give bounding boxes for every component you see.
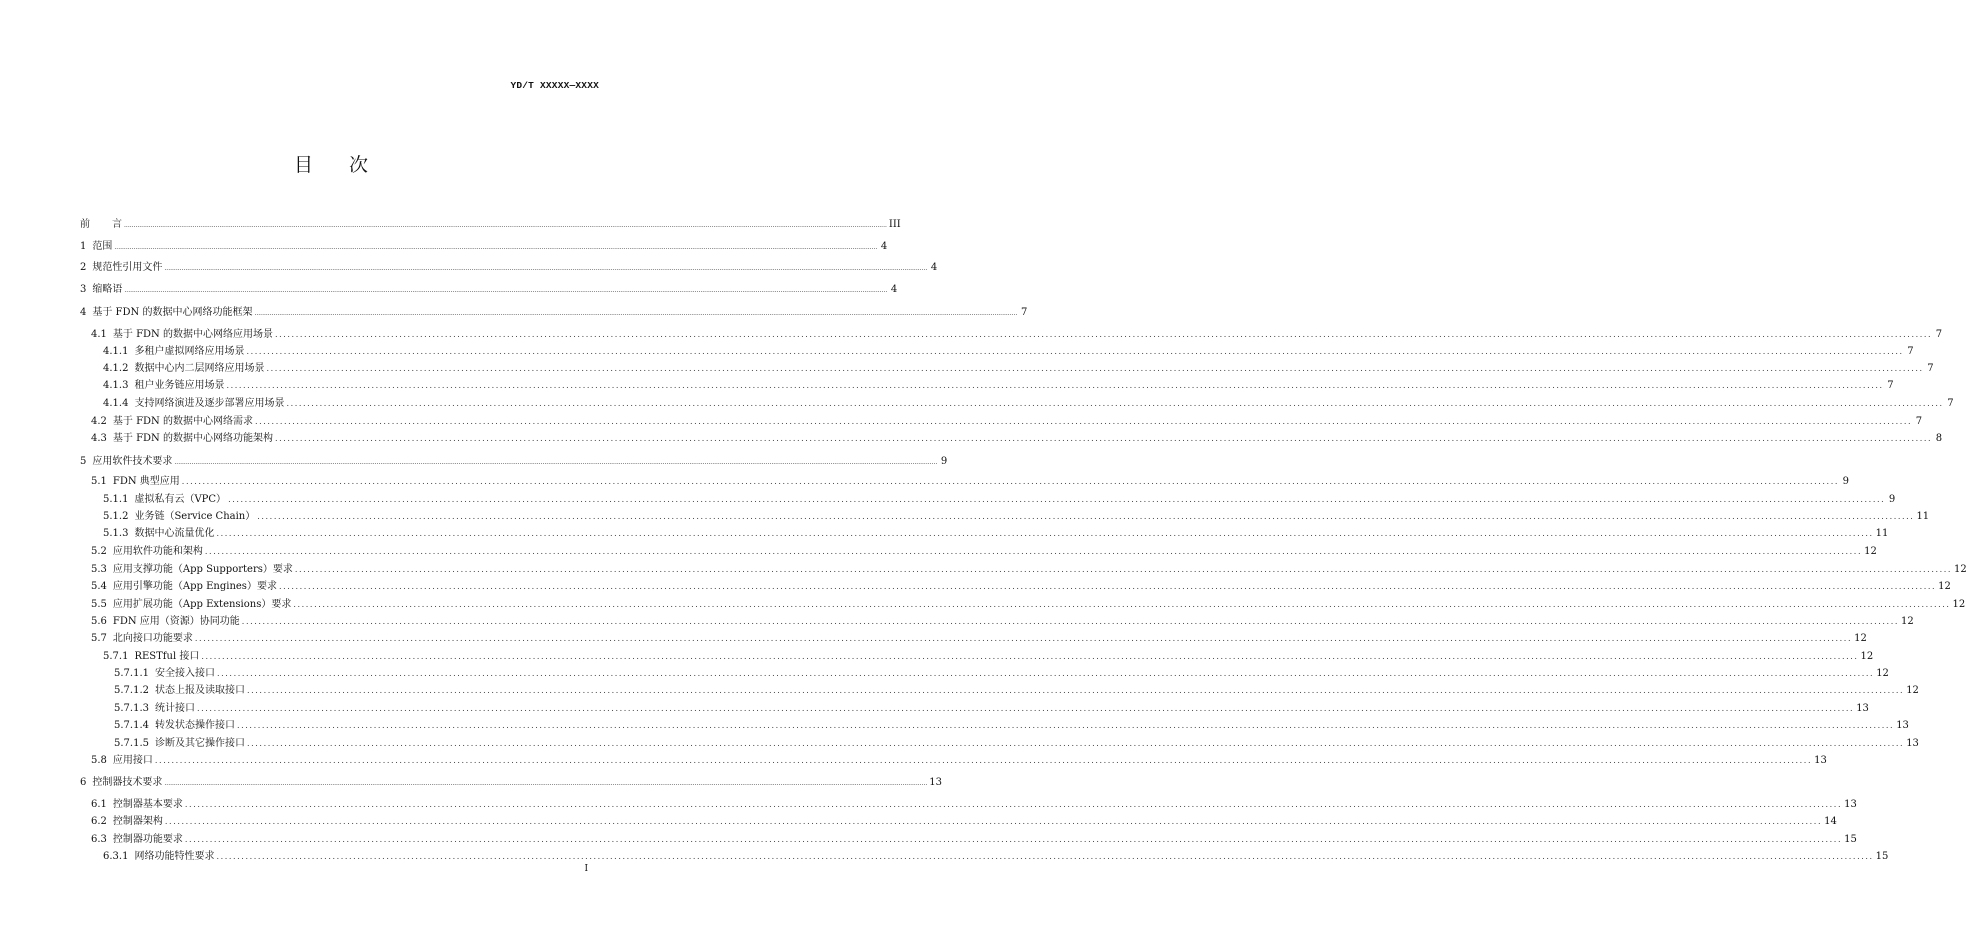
toc-entry[interactable] <box>80 612 1914 627</box>
toc-entry-page: 12 <box>1906 685 1919 696</box>
toc-entry-label: 租户业务链应用场景 <box>134 380 225 391</box>
toc-entry-title <box>91 429 273 444</box>
toc-entry-title <box>91 751 153 766</box>
toc-entry-label: 虚拟私有云（VPC） <box>134 494 227 505</box>
toc-entry-number: 6.3 <box>91 834 107 845</box>
toc-entry-label: 北向接口功能要求 <box>112 633 193 644</box>
toc-entry-number: 3 <box>80 284 87 295</box>
title-char-1: 目 <box>293 154 313 176</box>
toc-leader-dots: ................................................................................................................................................................................................................................................................................................................................................................................................................ <box>216 852 1874 861</box>
toc-leader-dots: ................................................................................................................................................................................................................................................................................................................................................................................................................ <box>237 721 1895 730</box>
toc-entry-number: 5.7.1 <box>103 651 129 662</box>
toc-entry[interactable] <box>80 325 1943 340</box>
toc-entry[interactable] <box>80 359 1934 374</box>
toc-entry[interactable] <box>80 773 942 788</box>
toc-entry-page: 13 <box>1896 720 1909 731</box>
toc-leader-dots: ................................................................................................................................................................................................................................................................................................................................................................................................................ <box>164 817 1823 826</box>
toc-leader-dots: ................................................................................................................................................................................................................................................................................................................................................................................................................ <box>247 686 1905 695</box>
toc-entry-number: 4.1 <box>91 329 107 340</box>
toc-entry[interactable] <box>80 342 1914 357</box>
toc-entry-page: 7 <box>1887 380 1894 391</box>
toc-entry[interactable] <box>80 716 1909 731</box>
toc-entry[interactable] <box>80 795 1857 810</box>
toc-entry-label: 安全接入接口 <box>155 668 215 679</box>
toc-entry-title <box>91 595 291 610</box>
toc-entry-title <box>91 560 293 575</box>
toc-leader-dots: ................................................................................................................................................................................................................................................................................................................................................................................................................ <box>241 617 1899 626</box>
toc-entry-label: 范围 <box>92 241 113 252</box>
toc-entry-label: 基于 FDN 的数据中心网络功能架构 <box>112 433 273 444</box>
toc-entry-page: 15 <box>1844 834 1857 845</box>
toc-leader-dots: ................................................................................................................................................................................................................................................................................................................................................................................................................ <box>294 565 1953 574</box>
toc-entry[interactable] <box>80 577 1951 592</box>
toc-entry-label: 应用支撑功能（App Supporters）要求 <box>112 564 293 575</box>
toc-entry-number: 2 <box>80 262 87 273</box>
toc-leader-dots: ................................................................................................................................................................................................................................................................................................................................................................................................................ <box>293 600 1951 609</box>
toc-leader-dots: ................................................................................................................................................................................................................................................................................................................................................................................................................ <box>194 634 1853 643</box>
toc-entry-page: III <box>888 219 901 230</box>
toc-entry-label: 支持网络演进及逐步部署应用场景 <box>134 398 285 409</box>
toc-entry-page: 8 <box>1935 433 1943 444</box>
toc-entry-number-2: 言 <box>112 219 122 230</box>
toc-entry[interactable] <box>80 394 1954 409</box>
title-char-2: 次 <box>349 154 369 176</box>
toc-leader-dots: ................................................................................................................................................................................................................................................................................................................................................................................................................ <box>204 547 1863 556</box>
toc-leader-dots: ................................................................................................................................................................................................................................................................................................................................................................................................................ <box>274 330 1933 339</box>
toc-entry[interactable] <box>80 664 1889 679</box>
toc-entry-number: 5.1.2 <box>103 511 129 522</box>
toc-entry-page: 14 <box>1824 816 1837 827</box>
toc-entry[interactable] <box>80 812 1837 827</box>
toc-entry-label: 数据中心流量优化 <box>134 528 215 539</box>
toc-entry-title <box>103 507 255 522</box>
toc-leader-dots: ................................................................................................................................................................................................................................................................................................................................................................................................................ <box>217 669 1875 678</box>
toc-entry-number: 5.4 <box>91 581 107 592</box>
toc-leader-dots: ................................................................................................................................................................................................................................................................................................................................................................................................................ <box>174 459 938 466</box>
toc-entry-title <box>114 664 215 679</box>
toc-entry-page: 4 <box>890 284 898 295</box>
toc-entry[interactable] <box>80 751 1827 766</box>
toc-leader-dots: ................................................................................................................................................................................................................................................................................................................................................................................................................ <box>247 739 1905 748</box>
toc-leader-dots: ................................................................................................................................................................................................................................................................................................................................................................................................................ <box>228 495 1886 504</box>
toc-entry-page: 13 <box>1814 755 1827 766</box>
toc-entry-label: 业务链（Service Chain） <box>134 511 256 522</box>
toc-entry-title <box>80 258 162 273</box>
toc-entry-number: 4.1.2 <box>103 363 129 374</box>
toc-entry-label: 控制器架构 <box>112 816 163 827</box>
toc-entry-title <box>91 830 183 845</box>
toc-entry-title <box>114 681 245 696</box>
toc-entry-page: 7 <box>1907 346 1914 357</box>
toc-entry-page: 12 <box>1876 668 1889 679</box>
toc-entry-number: 4.2 <box>91 416 107 427</box>
toc-leader-dots: ................................................................................................................................................................................................................................................................................................................................................................................................................ <box>226 381 1884 390</box>
toc-entry[interactable] <box>80 412 1923 427</box>
toc-entry-number: 前 <box>80 219 90 230</box>
toc-entry-title <box>80 237 112 252</box>
toc-entry-label: 数据中心内二层网络应用场景 <box>134 363 265 374</box>
toc-entry-page: 13 <box>1844 799 1857 810</box>
toc-entry-number: 5.5 <box>91 599 107 610</box>
toc-entry[interactable] <box>80 542 1877 557</box>
toc-leader-dots: ................................................................................................................................................................................................................................................................................................................................................................................................................ <box>286 399 1944 408</box>
toc-entry-number: 5.7.1.4 <box>114 720 149 731</box>
toc-leader-dots: ................................................................................................................................................................................................................................................................................................................................................................................................................ <box>164 780 928 787</box>
toc-entry[interactable] <box>80 303 1028 318</box>
toc-leader-dots: ................................................................................................................................................................................................................................................................................................................................................................................................................ <box>201 652 1859 661</box>
toc-entry-title <box>91 629 193 644</box>
toc-entry-title <box>80 303 252 318</box>
toc-entry-label: 状态上报及读取接口 <box>155 685 245 696</box>
toc-entry-number: 6.3.1 <box>103 851 129 862</box>
toc-entry-number: 5.8 <box>91 755 107 766</box>
toc-entry-number: 5.7.1.3 <box>114 703 149 714</box>
toc-entry[interactable] <box>80 472 1849 487</box>
toc-leader-dots: ................................................................................................................................................................................................................................................................................................................................................................................................................ <box>266 364 1924 373</box>
toc-entry-page: 13 <box>1856 703 1869 714</box>
toc-entry-page: 12 <box>1938 581 1951 592</box>
toc-entry[interactable] <box>80 830 1857 845</box>
toc-entry-page: 9 <box>1888 494 1896 505</box>
toc-entry[interactable] <box>80 524 1889 539</box>
toc-entry-number: 6.1 <box>91 799 107 810</box>
page-number: I <box>584 864 588 874</box>
document-code: YD/T XXXXX—XXXX <box>510 80 599 91</box>
toc-leader-dots: ................................................................................................................................................................................................................................................................................................................................................................................................................ <box>184 800 1843 809</box>
toc-entry-number: 5.1 <box>91 476 107 487</box>
toc-entry[interactable] <box>80 280 898 295</box>
toc-leader-dots: ................................................................................................................................................................................................................................................................................................................................................................................................................ <box>114 244 878 251</box>
toc-entry-label: 基于 FDN 的数据中心网络功能框架 <box>92 307 253 318</box>
toc-leader-dots: ................................................................................................................................................................................................................................................................................................................................................................................................................ <box>278 582 1937 591</box>
toc-entry[interactable] <box>80 595 1966 610</box>
toc-entry-label: 控制器基本要求 <box>112 799 183 810</box>
toc-entry-number: 6 <box>80 777 87 788</box>
page-title <box>0 150 662 177</box>
toc-entry[interactable] <box>80 215 901 230</box>
toc-entry[interactable] <box>80 681 1919 696</box>
toc-leader-dots: ................................................................................................................................................................................................................................................................................................................................................................................................................ <box>184 835 1843 844</box>
toc-entry-label: 诊断及其它操作接口 <box>155 738 245 749</box>
toc-entry[interactable] <box>80 490 1896 505</box>
toc-entry[interactable] <box>80 258 938 273</box>
toc-entry[interactable] <box>80 734 1919 749</box>
toc-entry-title <box>80 773 162 788</box>
toc-entry-title <box>80 452 172 467</box>
toc-entry-label: 基于 FDN 的数据中心网络需求 <box>112 416 253 427</box>
toc-entry-number: 5.2 <box>91 546 107 557</box>
toc-leader-dots: ................................................................................................................................................................................................................................................................................................................................................................................................................ <box>216 529 1874 538</box>
toc-entry-label: 应用引擎功能（App Engines）要求 <box>112 581 277 592</box>
toc-entry-page: 12 <box>1860 651 1874 662</box>
toc-leader-dots: ................................................................................................................................................................................................................................................................................................................................................................................................................ <box>164 265 928 272</box>
toc-entry-title <box>91 472 180 487</box>
toc-entry-number: 5.7.1.2 <box>114 685 149 696</box>
toc-leader-dots: ................................................................................................................................................................................................................................................................................................................................................................................................................ <box>254 417 1913 426</box>
toc-entry-title <box>103 490 226 505</box>
toc-entry-title <box>114 716 235 731</box>
toc-entry[interactable] <box>80 629 1867 644</box>
toc-entry-page: 9 <box>1842 476 1849 487</box>
toc-entry[interactable] <box>80 237 888 252</box>
toc-entry-page: 13 <box>1906 738 1919 749</box>
toc-entry-number: 5.3 <box>91 564 107 575</box>
toc-entry-title <box>91 325 273 340</box>
toc-entry-page: 7 <box>1020 307 1028 318</box>
toc-leader-dots: ................................................................................................................................................................................................................................................................................................................................................................................................................ <box>124 222 887 229</box>
toc-entry-title <box>103 376 224 391</box>
toc-leader-dots: ................................................................................................................................................................................................................................................................................................................................................................................................................ <box>154 756 1813 765</box>
toc-entry-page: 13 <box>929 777 942 788</box>
toc-entry[interactable] <box>80 376 1894 391</box>
toc-entry-number: 1 <box>80 241 87 252</box>
toc-leader-dots: ................................................................................................................................................................................................................................................................................................................................................................................................................ <box>181 477 1839 486</box>
toc-entry-title <box>103 342 244 357</box>
toc-entry-label: FDN 典型应用 <box>112 476 180 487</box>
toc-entry-page: 7 <box>1927 363 1934 374</box>
toc-entry-page: 12 <box>1954 564 1967 575</box>
toc-entry-number: 4 <box>80 307 87 318</box>
toc-entry-label: 应用软件技术要求 <box>92 456 173 467</box>
toc-entry-page: 11 <box>1875 528 1889 539</box>
toc-entry-page: 7 <box>1947 398 1954 409</box>
toc-entry-label: 转发状态操作接口 <box>155 720 235 731</box>
toc-entry-title <box>91 412 253 427</box>
toc-entry-title <box>91 795 183 810</box>
toc-entry-page: 4 <box>880 241 888 252</box>
toc-entry-title <box>103 524 214 539</box>
toc-entry-page: 12 <box>1864 546 1877 557</box>
toc-leader-dots: ................................................................................................................................................................................................................................................................................................................................................................................................................ <box>197 704 1855 713</box>
toc-entry-label: 应用接口 <box>112 755 153 766</box>
toc-leader-dots: ................................................................................................................................................................................................................................................................................................................................................................................................................ <box>257 512 1915 521</box>
toc-entry-page: 11 <box>1916 511 1930 522</box>
toc-leader-dots: ................................................................................................................................................................................................................................................................................................................................................................................................................ <box>254 310 1018 317</box>
toc-entry-title <box>103 359 264 374</box>
toc-entry-title <box>114 699 195 714</box>
toc-leader-dots: ................................................................................................................................................................................................................................................................................................................................................................................................................ <box>274 434 1933 443</box>
toc-entry-number: 5.7.1.1 <box>114 668 149 679</box>
toc-entry-page: 7 <box>1915 416 1923 427</box>
toc-entry-number: 5.7.1.5 <box>114 738 149 749</box>
toc-entry-title <box>103 847 214 862</box>
toc-entry-page: 9 <box>940 456 948 467</box>
toc-entry-number: 5.1.3 <box>103 528 129 539</box>
toc-entry-number: 5.7 <box>91 633 107 644</box>
toc-entry-title <box>114 734 245 749</box>
toc-entry-number: 5 <box>80 456 87 467</box>
toc-entry-number: 6.2 <box>91 816 107 827</box>
toc-entry-label: 应用扩展功能（App Extensions）要求 <box>112 599 292 610</box>
toc-entry-page: 15 <box>1875 851 1889 862</box>
toc-entry[interactable] <box>80 699 1869 714</box>
toc-leader-dots: ................................................................................................................................................................................................................................................................................................................................................................................................................ <box>124 287 888 294</box>
toc-entry-number: 5.6 <box>91 616 107 627</box>
toc-entry-label: 基于 FDN 的数据中心网络应用场景 <box>112 329 273 340</box>
toc-entry-label: 多租户虚拟网络应用场景 <box>134 346 245 357</box>
toc-entry-label: 控制器技术要求 <box>92 777 163 788</box>
toc-entry-label: 统计接口 <box>155 703 195 714</box>
toc-entry-title <box>91 612 240 627</box>
toc-entry-number: 5.1.1 <box>103 494 129 505</box>
toc-entry-title <box>80 215 122 230</box>
toc-entry-label: RESTful 接口 <box>134 651 200 662</box>
toc-entry-label: FDN 应用（资源）协同功能 <box>112 616 240 627</box>
toc-entry-title <box>80 280 122 295</box>
toc-entry-number: 4.1.4 <box>103 398 129 409</box>
toc-entry-title <box>91 542 203 557</box>
toc-entry[interactable] <box>80 560 1967 575</box>
toc-entry[interactable] <box>80 647 1874 662</box>
toc-leader-dots: ................................................................................................................................................................................................................................................................................................................................................................................................................ <box>246 347 1904 356</box>
toc-entry[interactable] <box>80 429 1943 444</box>
toc-entry-number: 4.1.1 <box>103 346 129 357</box>
toc-entry-number: 4.3 <box>91 433 107 444</box>
toc-entry-label: 应用软件功能和架构 <box>112 546 203 557</box>
toc-entry-page: 12 <box>1854 633 1867 644</box>
toc-entry-title <box>103 647 199 662</box>
toc-entry-label: 网络功能特性要求 <box>134 851 215 862</box>
toc-entry-page: 7 <box>1935 329 1943 340</box>
toc-entry-label: 规范性引用文件 <box>92 262 163 273</box>
toc-entry-page: 12 <box>1900 616 1914 627</box>
toc-entry-title <box>103 394 284 409</box>
toc-entry[interactable] <box>80 452 948 467</box>
toc-entry-label: 缩略语 <box>92 284 123 295</box>
toc-entry-page: 12 <box>1952 599 1966 610</box>
toc-entry-title <box>91 812 163 827</box>
toc-entry[interactable] <box>80 507 1930 522</box>
toc-entry-number: 4.1.3 <box>103 380 129 391</box>
toc-entry-page: 4 <box>930 262 938 273</box>
toc-entry-label: 控制器功能要求 <box>112 834 183 845</box>
toc-entry-title <box>91 577 277 592</box>
toc-entry[interactable] <box>80 847 1889 862</box>
